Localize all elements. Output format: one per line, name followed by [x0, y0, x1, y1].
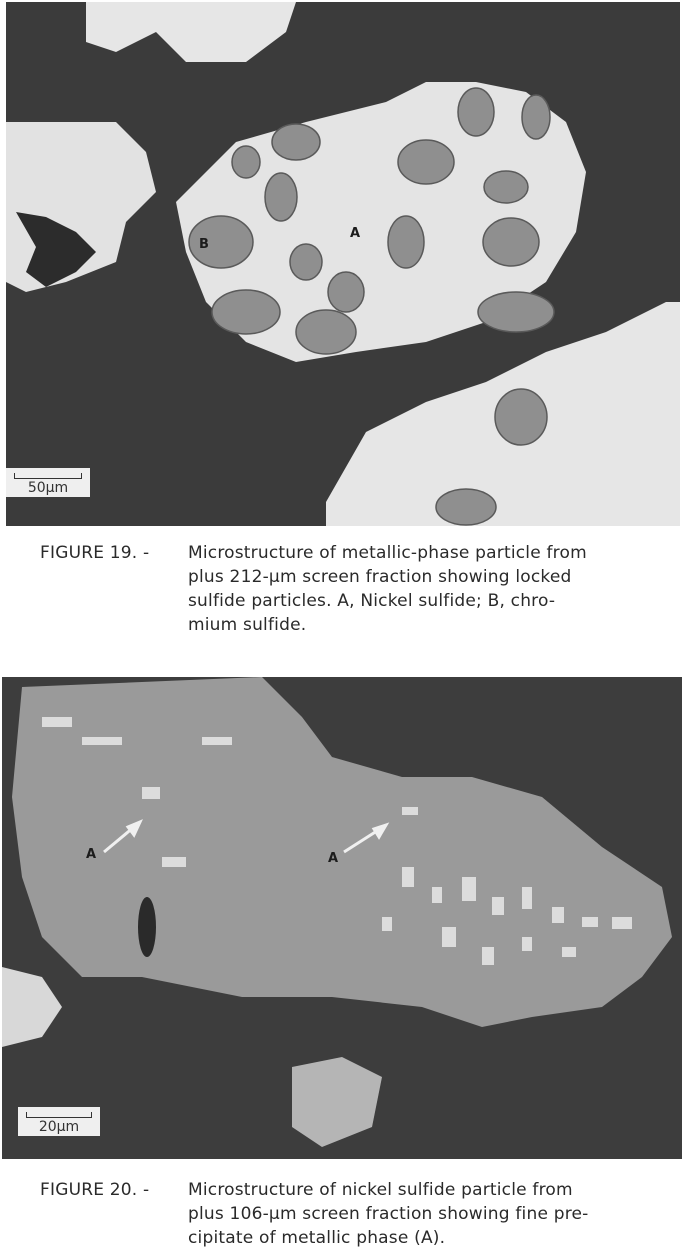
caption-line: plus 212-μm screen fraction showing locked	[188, 567, 572, 587]
caption-line: mium sulfide.	[188, 615, 307, 635]
figure-19-caption-text	[188, 541, 587, 637]
dark-inclusion	[138, 897, 156, 957]
figure-20-label-a-right: A	[328, 851, 339, 866]
caption-line: Microstructure of nickel sulfide particle from	[188, 1180, 573, 1200]
figure-19-caption	[40, 541, 680, 641]
scale-bar-line	[14, 472, 82, 479]
figure-19-micrograph	[6, 2, 680, 526]
scale-bar-line	[26, 1111, 92, 1118]
figure-19-scale-label: 50μm	[27, 480, 69, 496]
figure-19-photo	[6, 2, 680, 526]
figure-19-label-a: A	[350, 226, 361, 241]
figure-20-scale-bar	[18, 1107, 100, 1136]
figure-20-caption	[40, 1178, 680, 1254]
caption-line: cipitate of metallic phase (A).	[188, 1228, 446, 1248]
caption-line: Microstructure of metallic-phase particle from	[188, 543, 587, 563]
figure-19-label-b: B	[199, 237, 209, 252]
figure-20-photo	[2, 677, 682, 1159]
figure-19-scale-bar	[6, 468, 90, 497]
figure-20-micrograph	[2, 677, 682, 1159]
figure-20-label-a-left: A	[86, 847, 97, 862]
figure-20-caption-id: FIGURE 20. -	[40, 1180, 150, 1200]
figure-20-scale-label: 20μm	[38, 1119, 80, 1135]
caption-line: plus 106-μm screen fraction showing fine pre-	[188, 1204, 589, 1224]
figure-19-caption-id: FIGURE 19. -	[40, 543, 150, 563]
caption-line: sulfide particles. A, Nickel sulfide; B, chro-	[188, 591, 556, 611]
figure-20-caption-text	[188, 1178, 589, 1250]
